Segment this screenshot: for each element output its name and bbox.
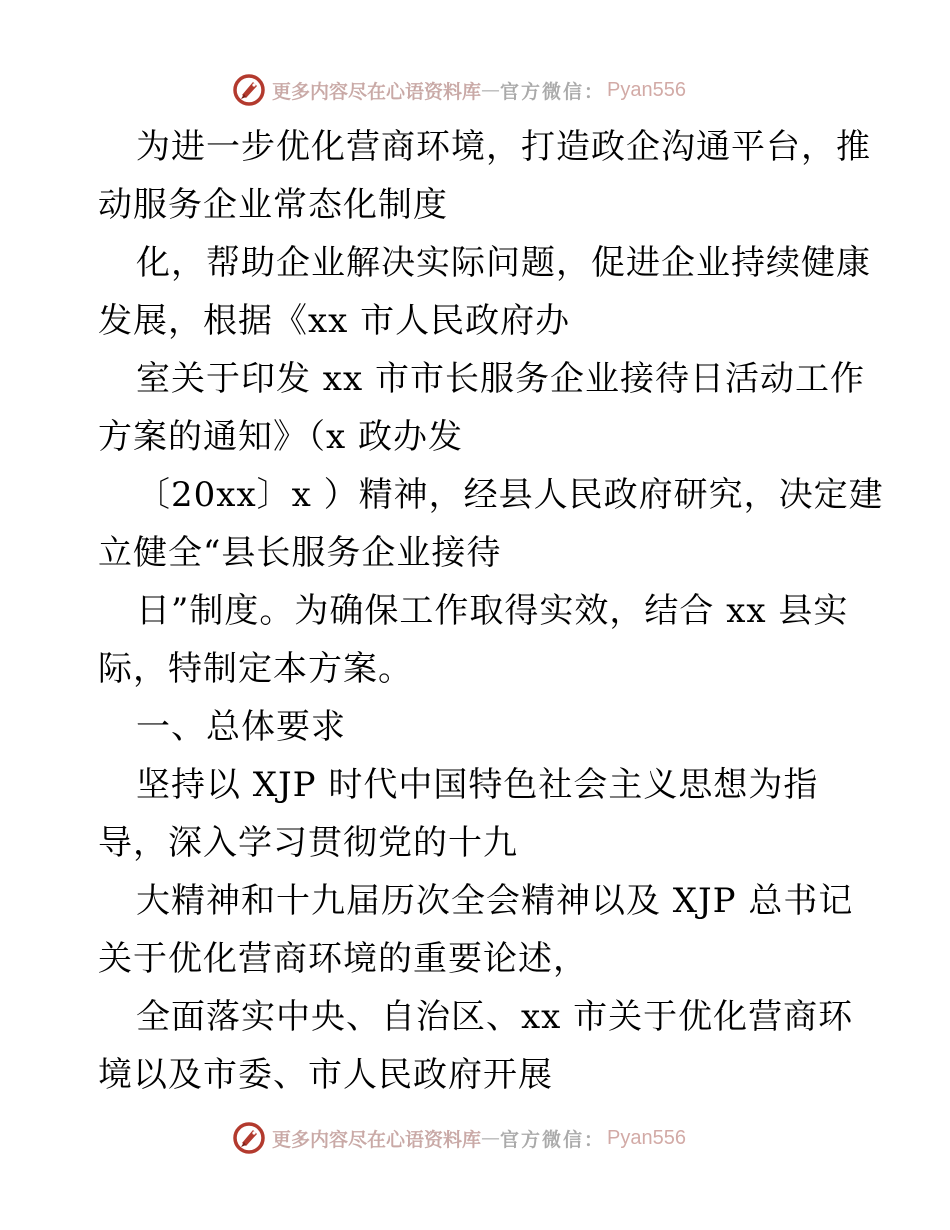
body-line: 〔20xx〕x ）精神，经县人民政府研究，决定建 <box>136 475 884 515</box>
watermark-main-text: 更多内容尽在心语资料库 <box>272 80 482 103</box>
body-line: 为进一步优化营商环境，打造政企沟通平台，推 <box>136 127 871 167</box>
body-line: 动服务企业常态化制度 <box>98 185 448 225</box>
pen-nib-circle-icon <box>232 73 266 107</box>
body-line: 化，帮助企业解决实际问题，促进企业持续健康 <box>136 243 871 283</box>
body-line: 方案的通知》（x 政办发 <box>98 417 463 457</box>
body-line: 发展，根据《xx 市人民政府办 <box>98 301 571 341</box>
body-line: 关于优化营商环境的重要论述， <box>98 939 588 979</box>
body-line: 日”制度。为确保工作取得实效，结合 xx 县实 <box>136 591 849 631</box>
watermark-wechat-label: 官方微信： <box>500 80 606 103</box>
body-line: 大精神和十九届历次全会精神以及 XJP 总书记 <box>136 881 854 921</box>
body-line: 室关于印发 xx 市市长服务企业接待日活动工作 <box>136 359 865 399</box>
watermark-dash: — <box>481 1127 501 1149</box>
section-heading: 一、总体要求 <box>136 707 346 747</box>
body-line: 全面落实中央、自治区、xx 市关于优化营商环 <box>136 997 854 1037</box>
body-line: 际，特制定本方案。 <box>98 649 413 689</box>
body-line: 坚持以 XJP 时代中国特色社会主义思想为指 <box>136 765 819 805</box>
body-line: 立健全“县长服务企业接待 <box>98 533 502 573</box>
watermark-wechat-id: Pyan556 <box>607 78 686 101</box>
body-line: 境以及市委、市人民政府开展 <box>98 1055 553 1095</box>
header-watermark <box>232 72 686 108</box>
watermark-main-text: 更多内容尽在心语资料库 <box>272 1128 482 1151</box>
watermark-dash: — <box>481 79 501 101</box>
body-line: 导，深入学习贯彻党的十九 <box>98 823 518 863</box>
watermark-wechat-id: Pyan556 <box>607 1126 686 1149</box>
footer-watermark <box>232 1120 686 1156</box>
pen-nib-circle-icon <box>232 1121 266 1155</box>
watermark-wechat-label: 官方微信： <box>500 1128 606 1151</box>
